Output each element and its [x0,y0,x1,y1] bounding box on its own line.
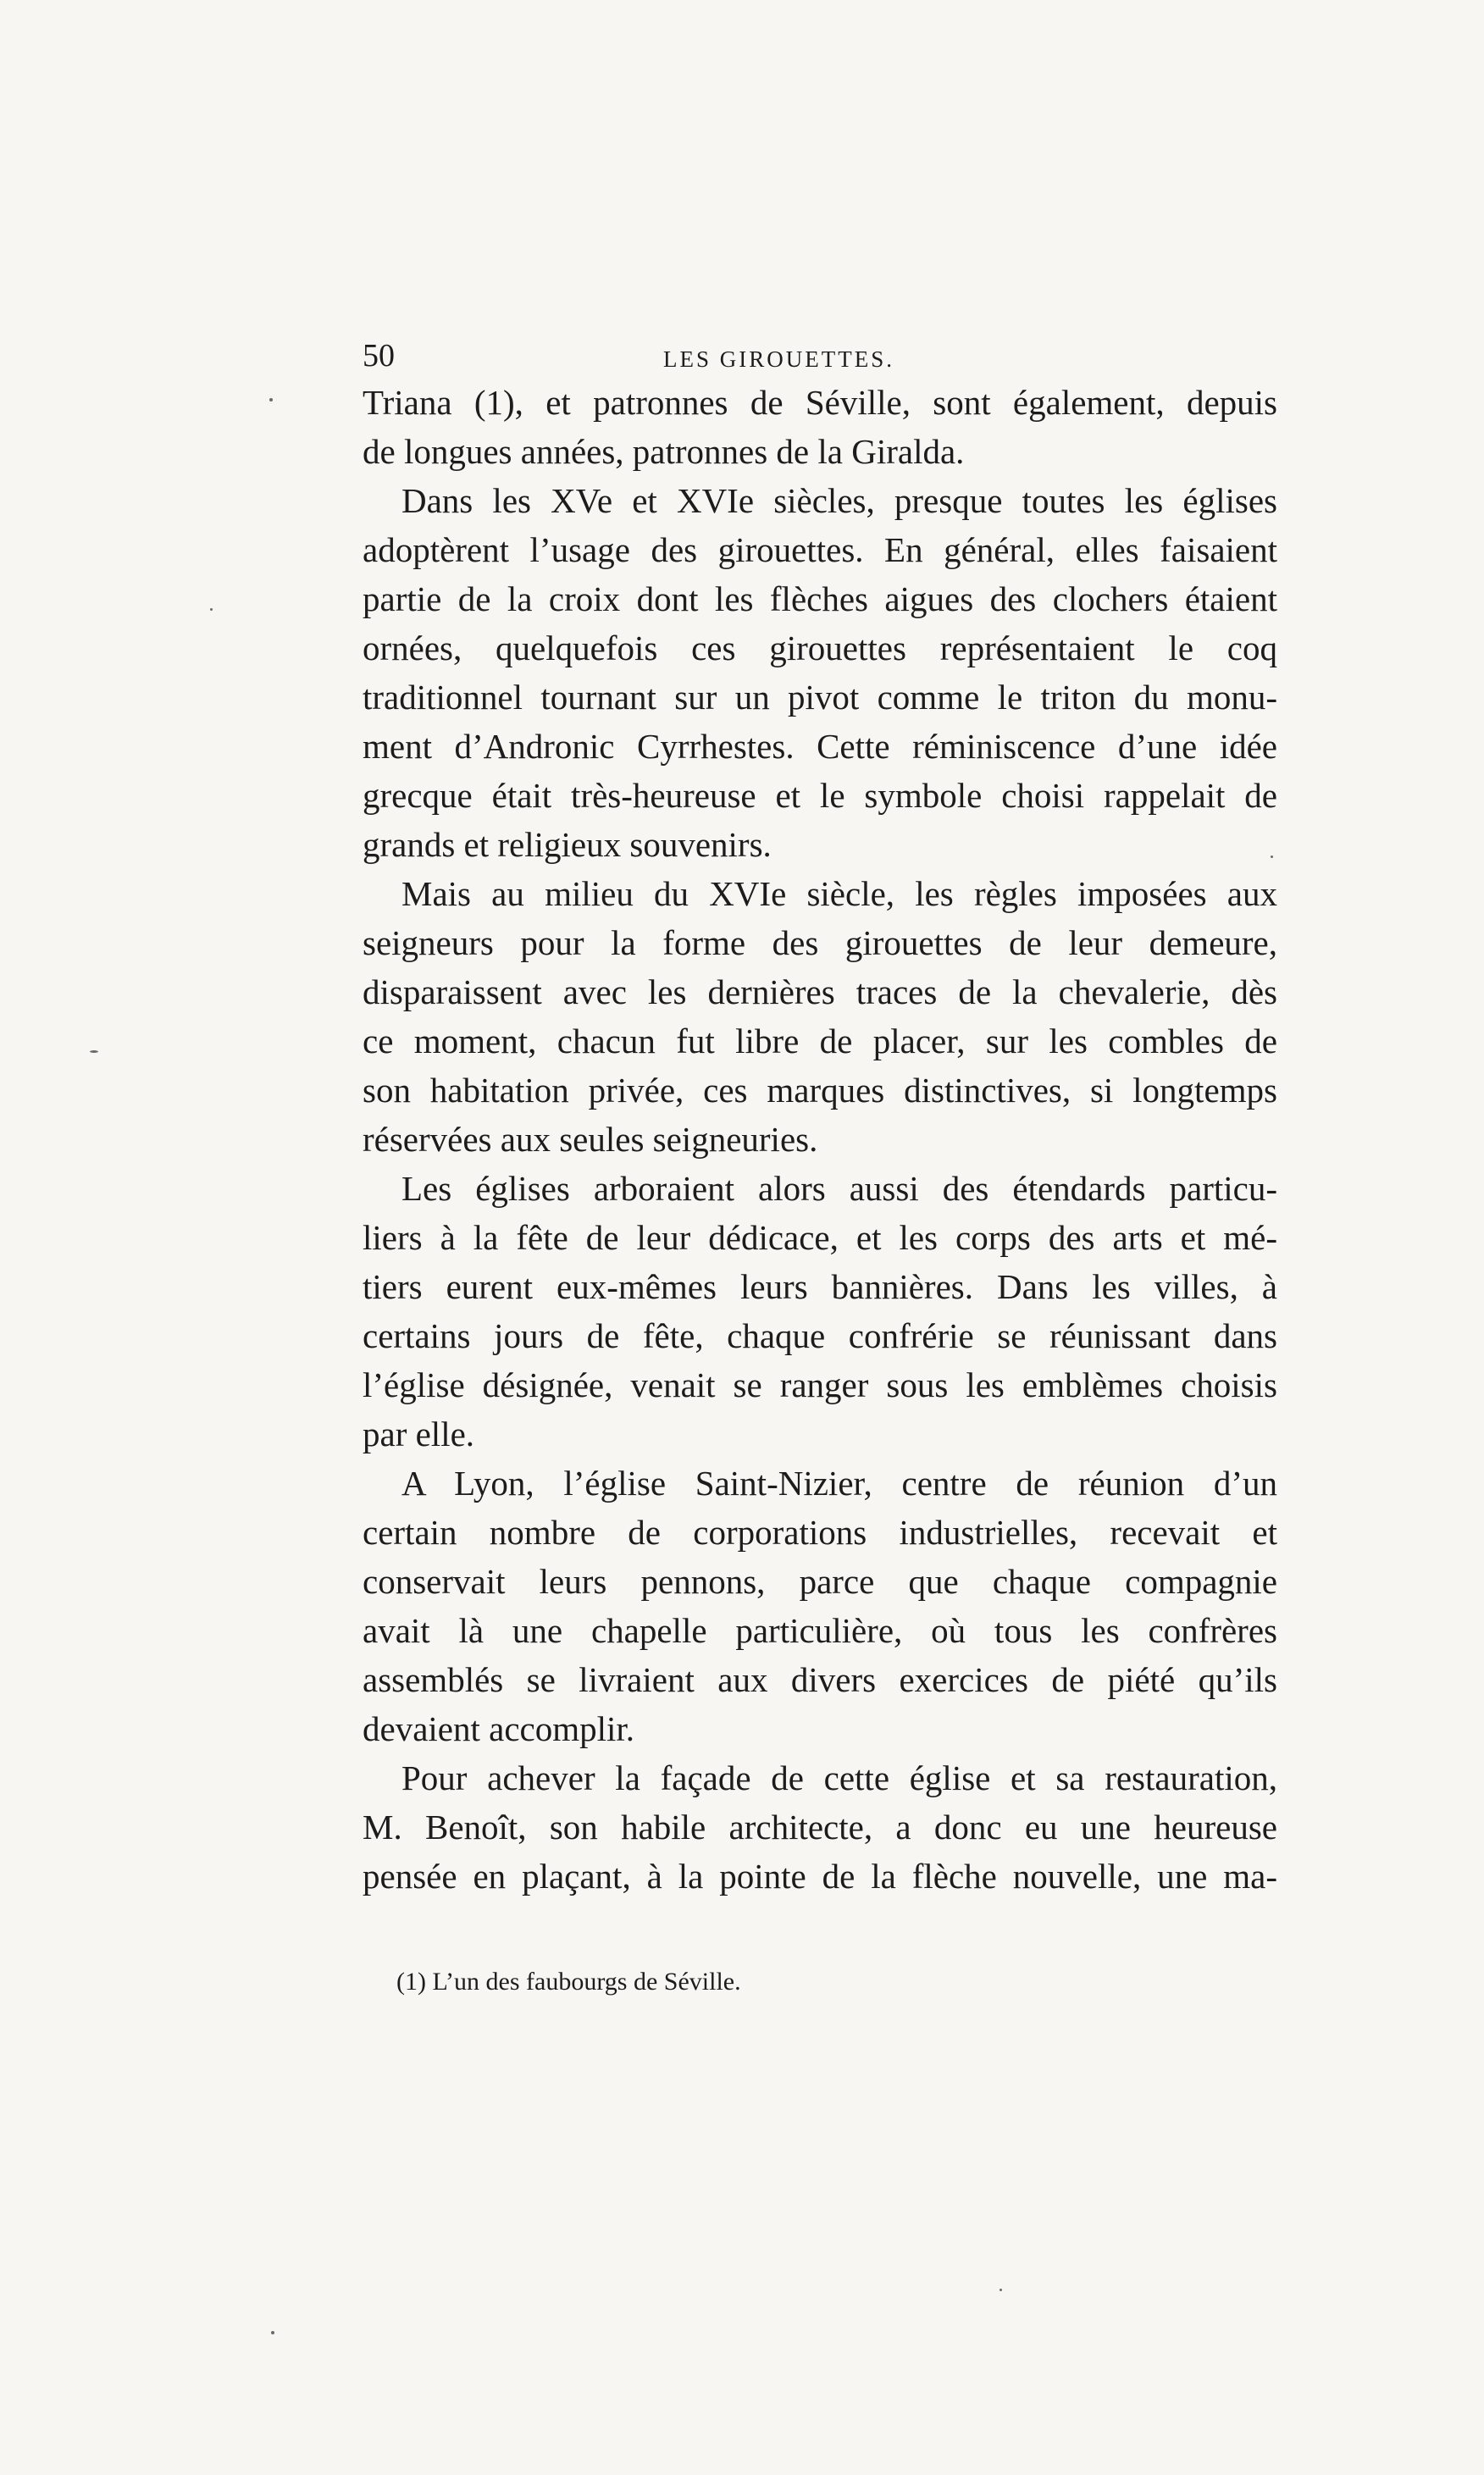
text-line: certain nombre de corporations industrielles, recevait et [363,1513,1277,1552]
print-speck [90,1050,98,1053]
body-text [363,378,1277,1901]
text-line: Les églises arboraient alors aussi des étendards particu- [401,1169,1277,1208]
text-line: par elle. [363,1415,475,1453]
text-line: réservées aux seules seigneuries. [363,1120,818,1159]
print-speck [269,398,273,401]
text-line: avait là une chapelle particulière, où tous les confrères [363,1611,1277,1650]
text-line: M. Benoît, son habile architecte, a donc eu une heureuse [363,1808,1277,1847]
text-line: Pour achever la façade de cette église et sa restauration, [401,1758,1277,1797]
text-line: grands et religieux souvenirs. [363,825,772,864]
text-line: pensée en plaçant, à la pointe de la flèche nouvelle, une ma- [363,1857,1277,1896]
text-line: Triana (1), et patronnes de Séville, sont également, depuis [363,383,1277,422]
text-line: de longues années, patronnes de la Giralda. [363,432,965,471]
text-line: Dans les XVe et XVIe siècles, presque toutes les églises [401,481,1277,520]
text-line: grecque était très-heureuse et le symbole choisi rappelait de [363,776,1277,815]
text-line: devaient accomplir. [363,1709,635,1748]
text-line: traditionnel tournant sur un pivot comme le triton du monu- [363,678,1277,717]
text-line: tiers eurent eux-mêmes leurs bannières. Dans les villes, à [363,1267,1277,1306]
text-line: disparaissent avec les dernières traces de la chevalerie, dès [363,972,1277,1011]
text-line: adoptèrent l’usage des girouettes. En général, elles faisaient [363,530,1277,569]
text-line: assemblés se livraient aux divers exercices de piété qu’ils [363,1660,1277,1699]
footnote: (1) L’un des faubourgs de Séville. [396,1968,741,1996]
print-speck [999,2289,1002,2291]
running-head: LES GIROUETTES. [663,346,894,372]
page-number: 50 [363,338,395,374]
text-line: seigneurs pour la forme des girouettes de leur demeure, [363,923,1277,962]
text-line: certains jours de fête, chaque confrérie se réunissant dans [363,1316,1277,1355]
text-line: ornées, quelquefois ces girouettes représentaient le coq [363,628,1277,667]
text-line: son habitation privée, ces marques distinctives, si longtemps [363,1071,1277,1110]
print-speck [1271,855,1273,858]
text-line: ment d’Andronic Cyrrhestes. Cette réminiscence d’une idée [363,727,1277,766]
page-header [363,332,1294,379]
text-line: conservait leurs pennons, parce que chaque compagnie [363,1562,1277,1601]
text-line: A Lyon, l’église Saint-Nizier, centre de réunion d’un [401,1464,1277,1503]
text-line: l’église désignée, venait se ranger sous les emblèmes choisis [363,1365,1277,1404]
print-speck [210,608,213,611]
text-line: partie de la croix dont les flèches aigues des clochers étaient [363,579,1277,618]
print-speck [271,2331,274,2334]
text-line: ce moment, chacun fut libre de placer, sur les combles de [363,1022,1277,1060]
text-line: liers à la fête de leur dédicace, et les corps des arts et mé- [363,1218,1277,1257]
text-line: Mais au milieu du XVIe siècle, les règles imposées aux [401,874,1277,913]
